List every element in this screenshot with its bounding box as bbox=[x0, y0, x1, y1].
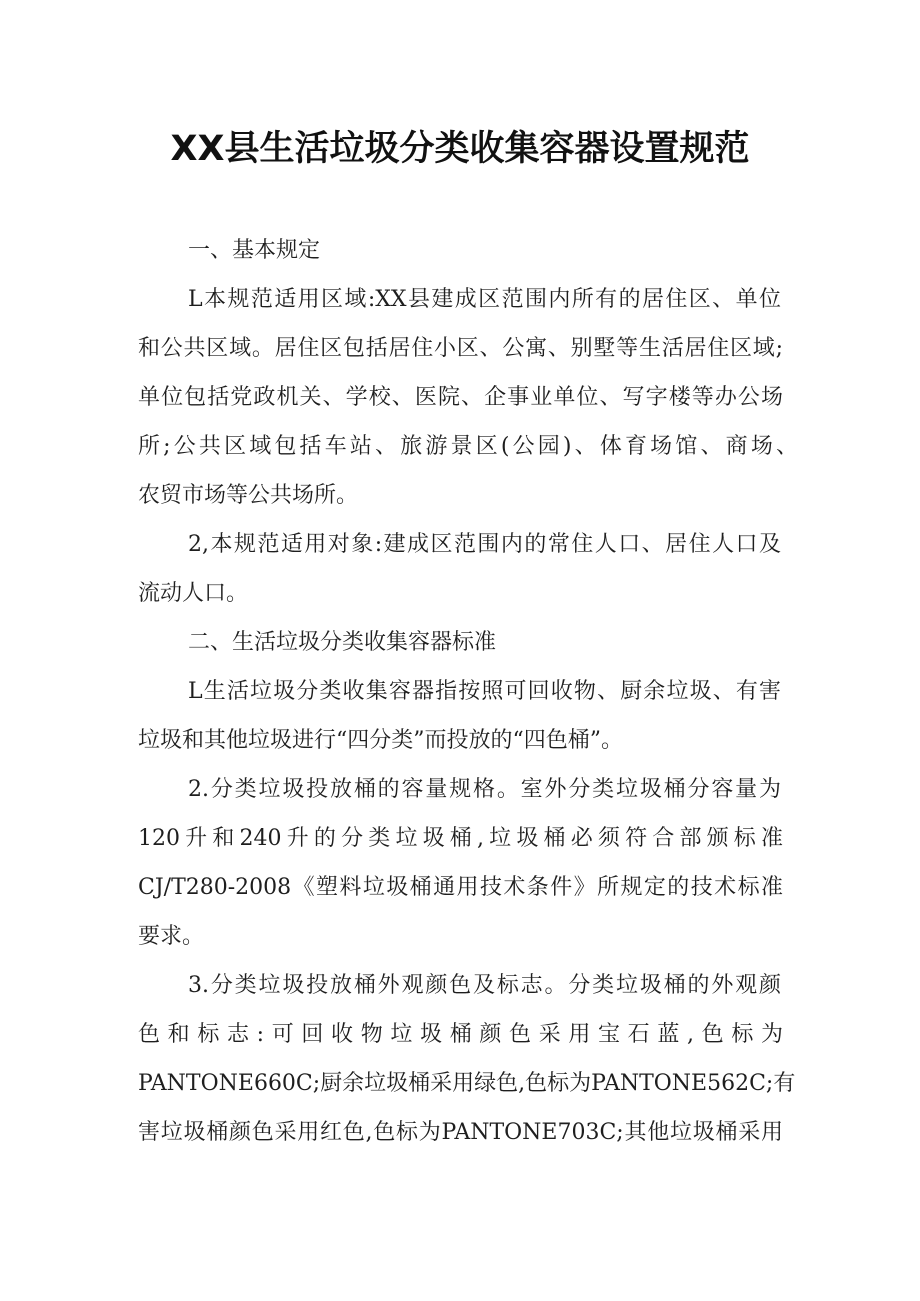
paragraph-line: 色和标志:可回收物垃圾桶颜色采用宝石蓝,色标为 bbox=[138, 1022, 783, 1047]
paragraph-line: CJ/T280-2008《塑料垃圾桶通用技术条件》所规定的技术标准 bbox=[138, 875, 783, 900]
paragraph-line: 害垃圾桶颜色采用红色,色标为PANTONE703C;其他垃圾桶采用 bbox=[138, 1120, 783, 1145]
paragraph-line: 3.分类垃圾投放桶外观颜色及标志。分类垃圾桶的外观颜 bbox=[188, 973, 781, 998]
paragraph-line: 单位包括党政机关、学校、医院、企事业单位、写字楼等办公场 bbox=[138, 385, 783, 410]
paragraph-line: 流动人口。 bbox=[138, 581, 249, 606]
paragraph-line: 农贸市场等公共场所。 bbox=[138, 483, 359, 508]
paragraph-line: 2,本规范适用对象:建成区范围内的常住人口、居住人口及 bbox=[188, 532, 781, 557]
paragraph-line: L生活垃圾分类收集容器指按照可回收物、厨余垃圾、有害 bbox=[188, 679, 781, 704]
section-heading-standard: 二、生活垃圾分类收集容器标准 bbox=[188, 630, 497, 655]
paragraph-line: PANTONE660C;厨余垃圾桶采用绿色,色标为PANTONE562C;有 bbox=[138, 1071, 796, 1096]
paragraph-line: L本规范适用区域:XX县建成区范围内所有的居住区、单位 bbox=[188, 287, 781, 312]
paragraph-line: 和公共区域。居住区包括居住小区、公寓、别墅等生活居住区域; bbox=[138, 336, 783, 361]
document-title: XX县生活垃圾分类收集容器设置规范 bbox=[170, 129, 750, 169]
paragraph-line: 要求。 bbox=[138, 924, 205, 949]
section-heading-basic: 一、基本规定 bbox=[188, 238, 321, 263]
paragraph-line: 垃圾和其他垃圾进行“四分类”而投放的“四色桶”。 bbox=[138, 728, 623, 753]
paragraph-line: 120升和240升的分类垃圾桶,垃圾桶必须符合部颁标准 bbox=[138, 826, 783, 851]
paragraph-line: 所;公共区域包括车站、旅游景区(公园)、体育场馆、商场、 bbox=[138, 434, 798, 459]
paragraph-line: 2.分类垃圾投放桶的容量规格。室外分类垃圾桶分容量为 bbox=[188, 777, 781, 802]
